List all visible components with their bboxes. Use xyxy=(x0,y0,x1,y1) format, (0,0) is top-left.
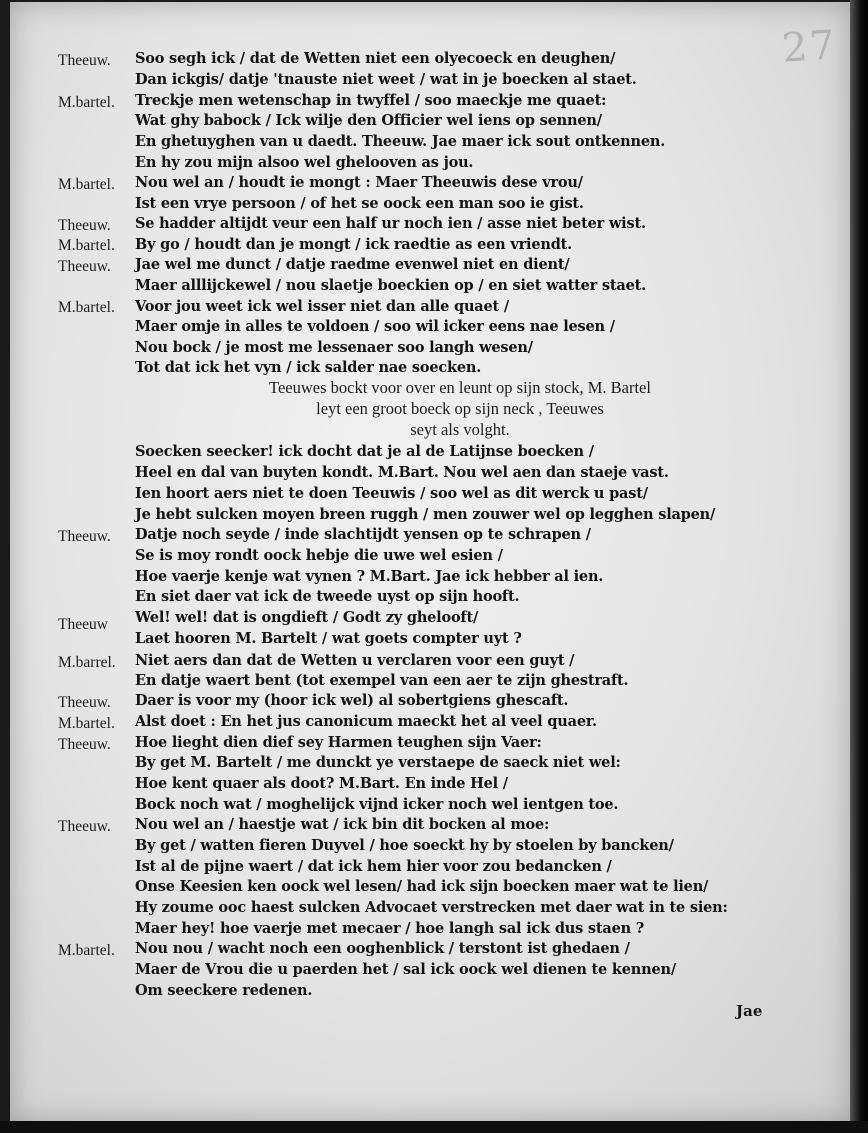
verse-line: Bock noch wat / moghelijck vijnd icker noch wel ientgen toe. xyxy=(135,796,619,813)
verse-line: Tot dat ick het vyn / ick salder nae soecken. xyxy=(135,359,482,376)
speaker-label: M.bartel. xyxy=(58,237,115,254)
verse-line: Hoe vaerje kenje wat vynen ? M.Bart. Jae ick hebber al ien. xyxy=(135,568,604,585)
verse-line: Niet aers dan dat de Wetten u verclaren voor een guyt / xyxy=(135,652,575,669)
verse-line: Wel! wel! dat is ongdieft / Godt zy ghelooft/ xyxy=(135,609,479,626)
verse-line: Nou wel an / houdt ie mongt : Maer Theeuwis dese vrou/ xyxy=(135,174,583,191)
verse-line: Jae wel me dunct / datje raedme evenwel niet en dient/ xyxy=(135,256,570,273)
speaker-label: Theeuw. xyxy=(58,52,111,69)
verse-line: By go / houdt dan je mongt / ick raedtie as een vriendt. xyxy=(135,236,572,253)
verse-line: En ghetuyghen van u daedt. Theeuw. Jae maer ick sout ontkennen. xyxy=(135,133,666,150)
verse-line: En siet daer vat ick de tweede uyst op sijn hooft. xyxy=(135,588,520,605)
verse-line: Alst doet : En het jus canonicum maeckt het al veel quaer. xyxy=(135,713,597,730)
catchword: Jae xyxy=(736,1002,763,1020)
page-bottom-edge xyxy=(0,1121,868,1133)
verse-line: Datje noch seyde / inde slachtijdt yensen op te schrapen / xyxy=(135,526,591,543)
verse-line: Nou wel an / haestje wat / ick bin dit bocken al moe: xyxy=(135,816,550,833)
verse-line: Ist al de pijne waert / dat ick hem hier voor zou bedancken / xyxy=(135,858,612,875)
verse-line: Nou nou / wacht noch een ooghenblick / terstont ist ghedaen / xyxy=(135,940,630,957)
verse-line: Maer hey! hoe vaerje met mecaer / hoe langh sal ick dus staen ? xyxy=(135,920,645,937)
verse-line: Om seeckere redenen. xyxy=(135,982,313,999)
speaker-label: M.bartel. xyxy=(58,94,115,111)
verse-line: Heel en dal van buyten kondt. M.Bart. Nou wel aen dan staeje vast. xyxy=(135,464,669,481)
verse-line: Onse Keesien ken oock wel lesen/ had ick sijn boecken maer wat te lien/ xyxy=(135,878,709,895)
verse-line: Se is moy rondt oock hebje die uwe wel esien / xyxy=(135,547,503,564)
speaker-label: Theeuw. xyxy=(58,694,111,711)
stage-direction: leyt een groot boeck op sijn neck , Teeuwes xyxy=(316,399,604,418)
verse-line: Treckje men wetenschap in twyffel / soo maeckje me quaet: xyxy=(135,92,607,109)
verse-line: Soecken seecker! ick docht dat je al de Latijnse boecken / xyxy=(135,443,594,460)
page-number: 27 xyxy=(780,22,839,72)
verse-line: En hy zou mijn alsoo wel ghelooven as jou. xyxy=(135,154,474,171)
verse-line: Ist een vrye persoon / of het se oock een man soo ie gist. xyxy=(135,195,584,212)
verse-line: Wat ghy babock / Ick wilje den Officier wel iens op sennen/ xyxy=(135,112,602,129)
speaker-label: Theeuw. xyxy=(58,736,111,753)
verse-line: Soo segh ick / dat de Wetten niet een olyecoeck en deughen/ xyxy=(135,50,616,67)
verse-line: Maer omje in alles te voldoen / soo wil icker eens nae lesen / xyxy=(135,318,615,335)
speaker-label: M.bartel. xyxy=(58,942,115,959)
speaker-label: Theeuw. xyxy=(58,528,111,545)
stage-direction: Teeuwes bockt voor over en leunt op sijn stock, M. Bartel xyxy=(269,378,651,397)
verse-line: Nou bock / je most me lessenaer soo langh wesen/ xyxy=(135,339,533,356)
speaker-label: M.bartel. xyxy=(58,715,115,732)
verse-line: Daer is voor my (hoor ick wel) al sobertgiens ghescaft. xyxy=(135,692,569,709)
speaker-label: M.bartel. xyxy=(58,176,115,193)
speaker-label: M.barrel. xyxy=(58,654,116,671)
speaker-label: Theeuw. xyxy=(58,217,111,234)
verse-line: Hoe kent quaer als doot? M.Bart. En inde Hel / xyxy=(135,775,508,792)
verse-line: By get M. Bartelt / me dunckt ye verstaepe de saeck niet wel: xyxy=(135,754,621,771)
speaker-label: Theeuw. xyxy=(58,258,111,275)
speaker-label: M.bartel. xyxy=(58,299,115,316)
verse-line: Maer de Vrou die u paerden het / sal ick oock wel dienen te kennen/ xyxy=(135,961,676,978)
verse-line: Maer alllijckewel / nou slaetje boeckien op / en siet watter staet. xyxy=(135,277,646,294)
verse-line: Laet hooren M. Bartelt / wat goets compter uyt ? xyxy=(135,630,522,647)
verse-line: Hy zoume ooc haest sulcken Advocaet verstrecken met daer wat in te sien: xyxy=(135,899,728,916)
verse-line: Dan ickgis/ datje 'tnauste niet weet / wat in je boecken al staet. xyxy=(135,71,637,88)
verse-line: Je hebt sulcken moyen breen ruggh / men zouwer wel op legghen slapen/ xyxy=(135,506,716,523)
speaker-label: Theeuw xyxy=(58,616,108,633)
verse-line: By get / watten fieren Duyvel / hoe soeckt hy by stoelen by bancken/ xyxy=(135,837,674,854)
verse-line: Se hadder altijdt veur een half ur noch ien / asse niet beter wist. xyxy=(135,215,646,232)
verse-line: Voor jou weet ick wel isser niet dan alle quaet / xyxy=(135,298,509,315)
stage-direction: seyt als volght. xyxy=(410,420,510,439)
verse-line: Hoe lieght dien dief sey Harmen teughen sijn Vaer: xyxy=(135,734,542,751)
speaker-label: Theeuw. xyxy=(58,818,111,835)
verse-line: Ien hoort aers niet te doen Teeuwis / soo wel as dit werck u past/ xyxy=(135,485,648,502)
page-edge-shadow xyxy=(850,0,868,1133)
scanned-page xyxy=(10,2,852,1122)
verse-line: En datje waert bent (tot exempel van een aer te zijn ghestraft. xyxy=(135,672,629,689)
